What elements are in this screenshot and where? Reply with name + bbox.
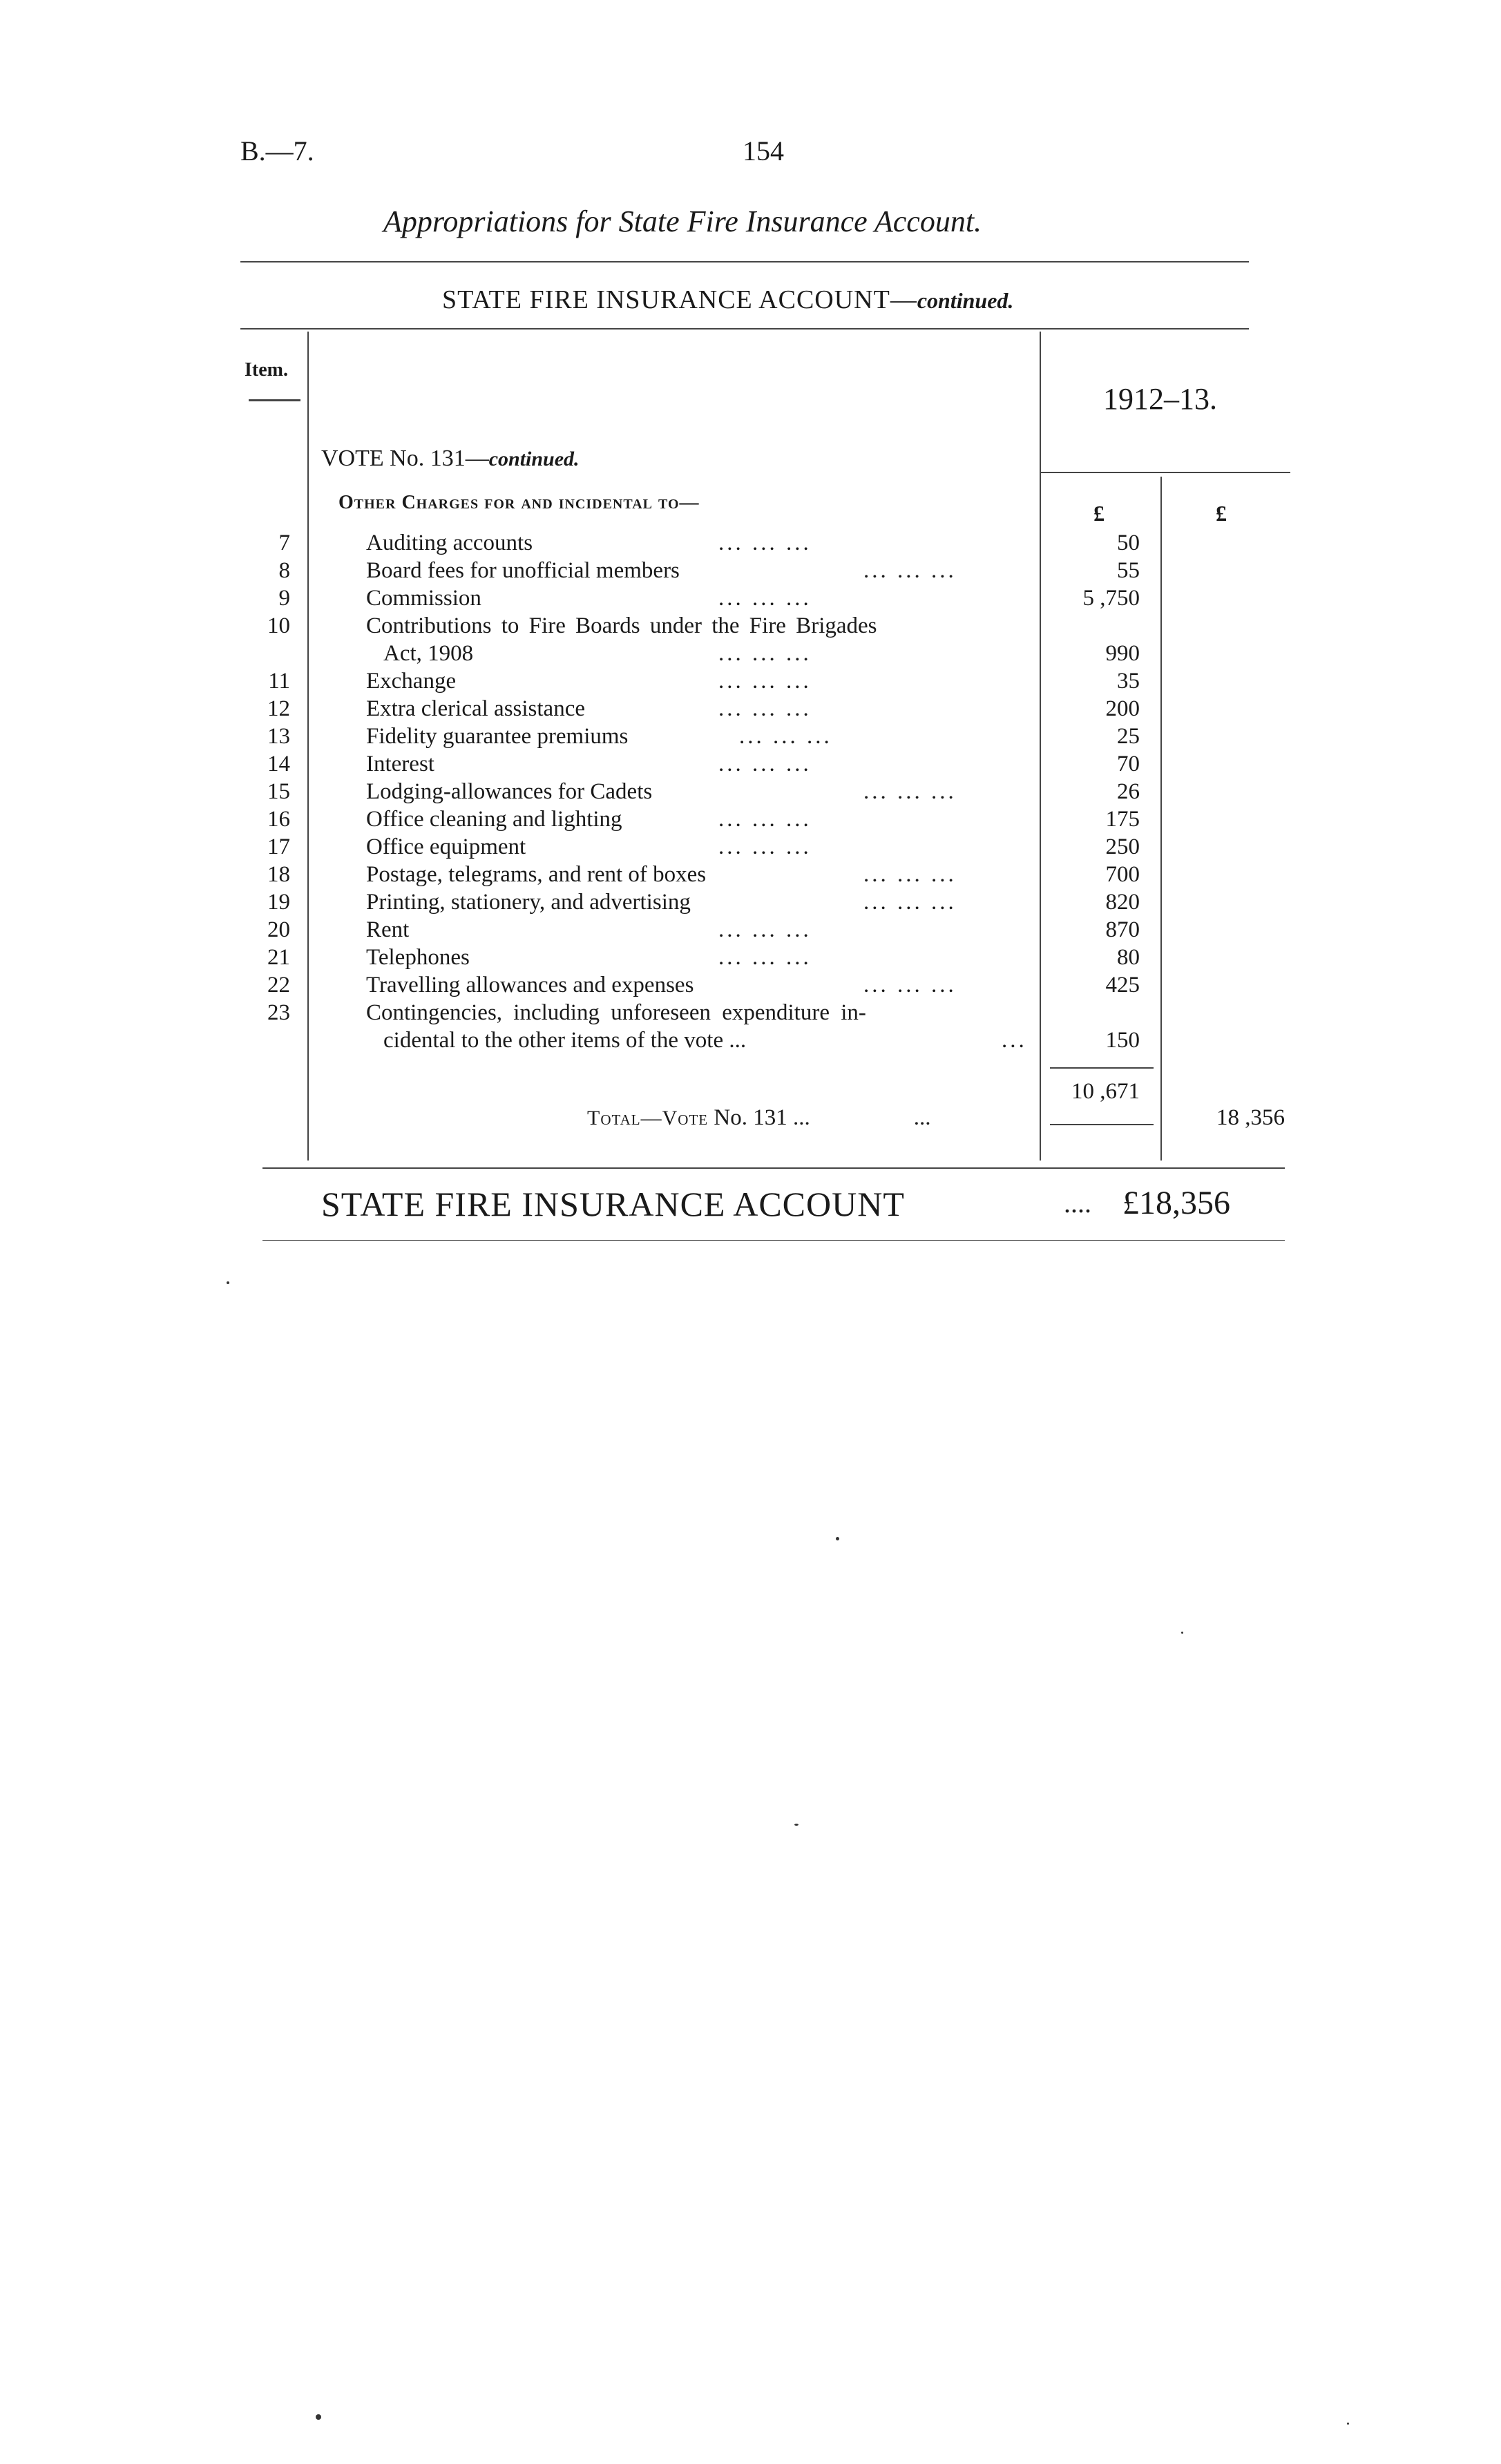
total-leader-dots: ... xyxy=(913,1105,931,1130)
leader-dots: ... ... ... xyxy=(863,973,957,997)
page-number: 154 xyxy=(743,135,784,166)
item-description: Extra clerical assistance xyxy=(366,696,585,721)
subtotal-rule-top xyxy=(1050,1067,1154,1069)
table-row xyxy=(0,917,1501,945)
item-description: Printing, stationery, and advertising xyxy=(366,890,691,915)
item-amount: 990 xyxy=(1105,641,1140,666)
leader-dots: ... ... ... xyxy=(718,945,812,970)
pound-sign-col1: £ xyxy=(1093,501,1105,526)
item-number: 15 xyxy=(267,779,290,804)
vote-heading-suffix: continued. xyxy=(488,448,580,470)
document-reference: B.—7. xyxy=(240,135,314,166)
item-column-header: Item. xyxy=(245,359,288,381)
item-description: Exchange xyxy=(366,669,457,694)
item-amount: 200 xyxy=(1105,696,1140,721)
item-description: Lodging-allowances for Cadets xyxy=(366,779,653,804)
item-number: 13 xyxy=(267,724,290,749)
item-amount: 425 xyxy=(1105,973,1140,997)
leader-dots: ... ... ... xyxy=(718,531,812,555)
item-header-underline xyxy=(249,399,300,401)
vote-heading xyxy=(321,446,580,472)
total-label xyxy=(587,1105,930,1131)
paper-speck xyxy=(836,1537,839,1540)
table-row-continuation xyxy=(0,641,1501,669)
table-row xyxy=(0,834,1501,862)
leader-dots: ... xyxy=(1002,1028,1027,1053)
table-row xyxy=(0,724,1501,752)
item-amount: 870 xyxy=(1105,917,1140,942)
leader-dots: ... ... ... xyxy=(863,862,957,887)
vote-heading-text: VOTE No. 131— xyxy=(321,446,489,471)
leader-dots: ... ... ... xyxy=(718,669,812,694)
table-row xyxy=(0,973,1501,1000)
section-title-suffix: continued. xyxy=(917,288,1014,313)
item-description: Auditing accounts xyxy=(366,531,533,555)
table-row xyxy=(0,558,1501,586)
item-number: 11 xyxy=(268,669,290,694)
total-label-rest: No. 131 ... xyxy=(714,1105,810,1130)
item-description: Board fees for unofficial members xyxy=(366,558,680,583)
leader-dots: ... ... ... xyxy=(863,890,957,915)
section-title-text: STATE FIRE INSURANCE ACCOUNT— xyxy=(442,285,917,314)
item-amount: 80 xyxy=(1117,945,1140,970)
subtotal-amount: 10 ,671 xyxy=(1071,1079,1140,1104)
account-footer-label: STATE FIRE INSURANCE ACCOUNT xyxy=(321,1185,905,1223)
item-description: Interest xyxy=(366,752,434,776)
item-description: Office cleaning and lighting xyxy=(366,807,622,832)
leader-dots: ... ... ... xyxy=(718,752,812,776)
table-row xyxy=(0,862,1501,890)
leader-dots: ... ... ... xyxy=(718,696,812,721)
table-row xyxy=(0,807,1501,834)
table-bottom-rule xyxy=(262,1167,1285,1169)
table-row xyxy=(0,1000,1501,1028)
item-amount: 150 xyxy=(1105,1028,1140,1053)
leader-dots: ... ... ... xyxy=(718,641,812,666)
item-amount: 5 ,750 xyxy=(1082,586,1140,611)
table-row-continuation xyxy=(0,1028,1501,1056)
table-row xyxy=(0,752,1501,779)
item-description: Postage, telegrams, and rent of boxes xyxy=(366,862,707,887)
leader-dots: ... ... ... xyxy=(718,586,812,611)
table-row xyxy=(0,890,1501,917)
pound-sign-col2: £ xyxy=(1216,501,1227,526)
leader-dots: ... ... ... xyxy=(739,724,832,749)
section-title xyxy=(442,285,1013,315)
item-number: 21 xyxy=(267,945,290,970)
year-header-rule xyxy=(1040,472,1290,473)
year-column-header: 1912–13. xyxy=(1103,382,1217,416)
item-amount: 50 xyxy=(1117,531,1140,555)
leader-dots: ... ... ... xyxy=(718,834,812,859)
paper-speck xyxy=(1347,2423,1349,2425)
item-number: 10 xyxy=(267,613,290,638)
item-number: 9 xyxy=(278,586,290,611)
item-description: Contingencies, including unforeseen expenditure in- xyxy=(366,1000,866,1025)
page-title: Appropriations for State Fire Insurance Account. xyxy=(383,204,982,238)
item-description-continued: cidental to the other items of the vote ... xyxy=(383,1028,747,1053)
table-row xyxy=(0,779,1501,807)
paper-speck xyxy=(1181,1632,1183,1634)
paper-speck xyxy=(794,1824,799,1826)
table-row xyxy=(0,669,1501,696)
leader-dots: ... ... ... xyxy=(863,779,957,804)
item-description: Office equipment xyxy=(366,834,526,859)
paper-speck xyxy=(316,2414,321,2420)
item-description: Fidelity guarantee premiums xyxy=(366,724,629,749)
charges-subheading: Other Charges for and incidental to— xyxy=(338,492,700,513)
header-rule xyxy=(240,261,1249,262)
item-number: 14 xyxy=(267,752,290,776)
item-description: Telephones xyxy=(366,945,470,970)
item-description: Rent xyxy=(366,917,410,942)
leader-dots: ... ... ... xyxy=(718,807,812,832)
item-number: 18 xyxy=(267,862,290,887)
item-amount: 250 xyxy=(1105,834,1140,859)
item-number: 22 xyxy=(267,973,290,997)
section-rule xyxy=(240,328,1249,330)
item-amount: 175 xyxy=(1105,807,1140,832)
item-amount: 700 xyxy=(1105,862,1140,887)
item-number: 19 xyxy=(267,890,290,915)
total-label-text: Total—Vote xyxy=(587,1107,709,1129)
item-description-continued: Act, 1908 xyxy=(383,641,474,666)
grand-total-amount: 18 ,356 xyxy=(1216,1105,1285,1130)
item-number: 17 xyxy=(267,834,290,859)
item-number: 16 xyxy=(267,807,290,832)
item-description: Contributions to Fire Boards under the Fire Brigades xyxy=(366,613,877,638)
table-row xyxy=(0,586,1501,613)
item-number: 7 xyxy=(278,531,290,555)
subtotal-rule-bottom xyxy=(1050,1124,1154,1125)
item-description: Travelling allowances and expenses xyxy=(366,973,694,997)
item-amount: 25 xyxy=(1117,724,1140,749)
table-row xyxy=(0,945,1501,973)
table-row xyxy=(0,613,1501,641)
item-description: Commission xyxy=(366,586,481,611)
item-number: 8 xyxy=(278,558,290,583)
item-amount: 26 xyxy=(1117,779,1140,804)
item-amount: 70 xyxy=(1117,752,1140,776)
leader-dots: ... ... ... xyxy=(718,917,812,942)
footer-leader-dots: .... xyxy=(1064,1187,1091,1219)
table-row xyxy=(0,696,1501,724)
item-number: 23 xyxy=(267,1000,290,1025)
account-total: £18,356 xyxy=(1122,1185,1230,1221)
footer-rule xyxy=(262,1240,1285,1241)
item-number: 12 xyxy=(267,696,290,721)
table-row xyxy=(0,531,1501,558)
item-amount: 35 xyxy=(1117,669,1140,694)
item-amount: 820 xyxy=(1105,890,1140,915)
item-number: 20 xyxy=(267,917,290,942)
item-amount: 55 xyxy=(1117,558,1140,583)
paper-speck xyxy=(227,1281,229,1284)
leader-dots: ... ... ... xyxy=(863,558,957,583)
